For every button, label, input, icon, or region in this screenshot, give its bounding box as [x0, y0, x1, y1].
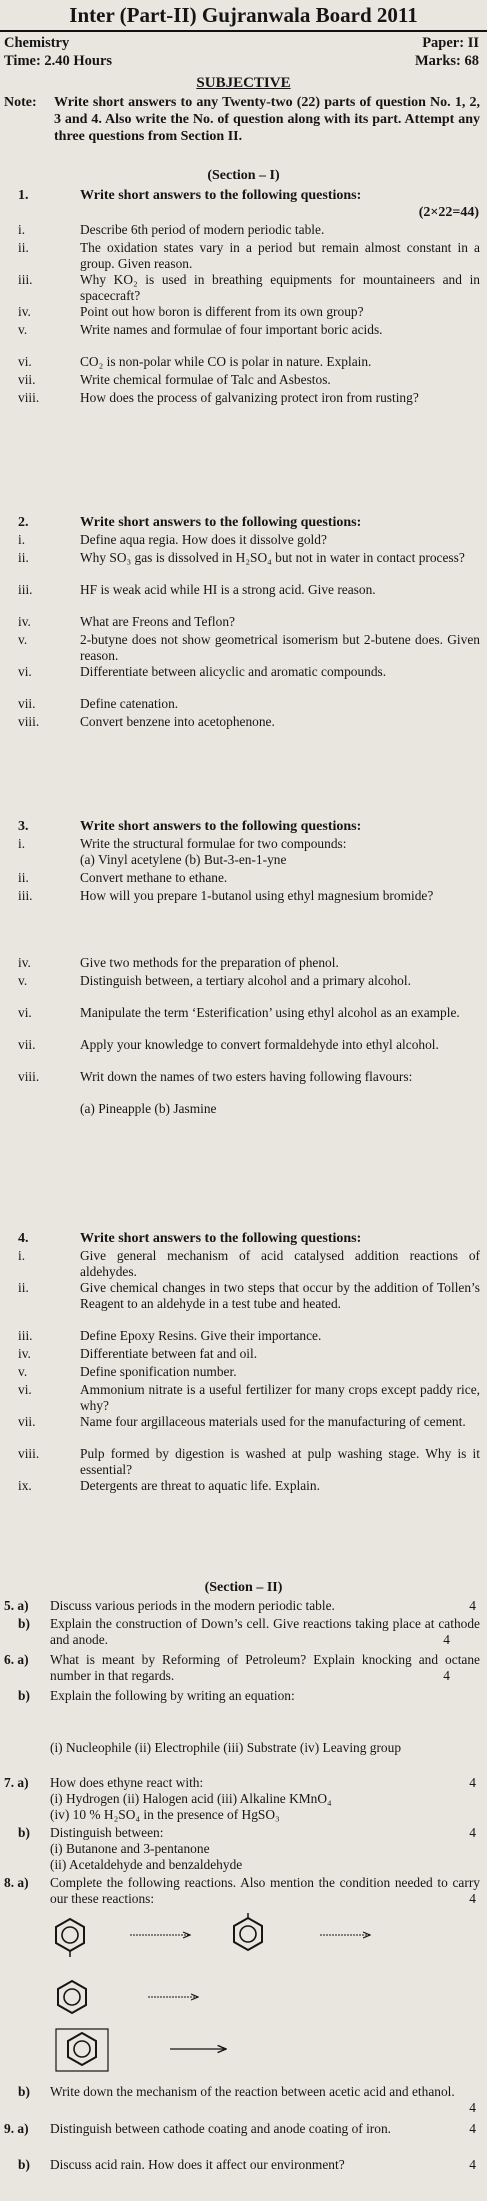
item-number: vi.: [18, 664, 32, 679]
question-item: [18, 372, 480, 388]
subject-label: Chemistry: [4, 35, 70, 51]
question-marks: 4: [469, 2100, 476, 2115]
question-item: [18, 973, 480, 989]
item-number: iv.: [18, 1346, 31, 1361]
paper-label: Paper: II: [422, 35, 479, 51]
item-text: Define catenation.: [80, 696, 179, 711]
question-label: b): [18, 1616, 30, 1631]
question-item: [18, 632, 480, 664]
benzene-ring-1: [56, 1919, 84, 1957]
question-item: [18, 696, 480, 712]
reaction-diagrams: [30, 1905, 460, 2075]
item-text: Give general mechanism of acid catalysed addition reactions of aldehydes.: [80, 1248, 480, 1279]
item-text: The oxidation states vary in a period but remain almost constant in a group. Given reason.: [80, 240, 480, 271]
question-item: [18, 1346, 480, 1362]
item-text: Differentiate between alicyclic and aromatic compounds.: [80, 664, 387, 679]
item-number: viii.: [18, 714, 40, 729]
question-marks: 4: [443, 1668, 450, 1683]
item-number: vii.: [18, 696, 36, 711]
item-number: v.: [18, 973, 28, 988]
question-item: [18, 1069, 480, 1085]
question-7b: [4, 1825, 480, 1841]
question-item: [18, 272, 480, 304]
question-item: [18, 1328, 480, 1344]
item-text: Writ down the names of two esters having following flavours:: [80, 1069, 413, 1084]
time-label: Time: 2.40 Hours: [4, 53, 113, 69]
item-number: ii.: [18, 550, 29, 565]
question-heading-text: Write short answers to the following questions:: [80, 515, 362, 530]
item-text: Why SO₃ gas is dissolved in H₂SO₄ but not in water in contact process?: [80, 550, 465, 565]
question-7a-list-1: [50, 1791, 480, 1807]
item-number: iii.: [18, 272, 33, 287]
item-number: v.: [18, 322, 28, 337]
question-item: [18, 550, 480, 566]
item-text: Distinguish between, a tertiary alcohol and a primary alcohol.: [80, 973, 411, 988]
question-7a: [4, 1775, 480, 1791]
question-label: 7. a): [4, 1775, 29, 1790]
question-2-heading: [18, 514, 480, 531]
item-number: vi.: [18, 1382, 32, 1397]
question-number: 4.: [18, 1231, 29, 1246]
item-text: HF is weak acid while HI is a strong acid. Give reason.: [80, 582, 376, 597]
item-text: Why KO₂ is used in breathing equipments for mountaineers and in spacecraft?: [80, 272, 480, 303]
question-item: [18, 240, 480, 272]
question-7a-list-2: [50, 1807, 480, 1823]
question-marks: 4: [469, 1775, 476, 1790]
question-text: Explain the following by writing an equation:: [50, 1688, 295, 1703]
question-number: 3.: [18, 819, 29, 834]
item-text: Differentiate between fat and oil.: [80, 1346, 258, 1361]
item-number: viii.: [18, 390, 40, 405]
question-heading-text: Write short answers to the following questions:: [80, 819, 362, 834]
question-marks: 4: [469, 1825, 476, 1840]
question-marks: 4: [469, 1891, 476, 1906]
subjective-heading: SUBJECTIVE: [196, 75, 291, 91]
item-number: vi.: [18, 354, 32, 369]
item-text: Define Epoxy Resins. Give their importance.: [80, 1328, 322, 1343]
question-heading-text: Write short answers to the following questions:: [80, 1231, 362, 1246]
item-text: What are Freons and Teflon?: [80, 614, 235, 629]
question-item: [18, 1446, 480, 1478]
question-item: [18, 836, 480, 852]
question-6b-list: [50, 1740, 480, 1756]
question-item: [18, 1478, 480, 1494]
item-number: vii.: [18, 372, 36, 387]
item-number: v.: [18, 1364, 28, 1379]
question-7b-list-2: [50, 1857, 480, 1873]
question-heading-text: Write short answers to the following questions:: [80, 188, 362, 203]
item-text: (a) Pineapple (b) Jasmine: [80, 1101, 217, 1116]
question-item: [18, 852, 480, 868]
item-number: v.: [18, 632, 28, 647]
question-8b: [4, 2084, 480, 2115]
list-text: (i) Hydrogen (ii) Halogen acid (iii) Alkaline KMnO₄: [50, 1791, 332, 1806]
question-item: [18, 664, 480, 680]
item-number: i.: [18, 1248, 26, 1263]
question-item: [18, 1414, 480, 1430]
item-text: CO₂ is non-polar while CO is polar in nature. Explain.: [80, 354, 372, 369]
item-number: vii.: [18, 1414, 36, 1429]
item-text: Name four argillaceous materials used for the manufacturing of cement.: [80, 1414, 466, 1429]
question-6a: [4, 1652, 480, 1684]
section-1-title: (Section – I): [207, 168, 280, 183]
question-item: [18, 1280, 480, 1312]
question-1-heading: [18, 187, 480, 204]
question-marks: 4: [469, 1598, 476, 1613]
question-marks: 4: [443, 1632, 450, 1647]
question-7b-list-1: [50, 1841, 480, 1857]
list-text: (iv) 10 % H₂SO₄ in the presence of HgSO₃: [50, 1807, 280, 1822]
item-number: iii.: [18, 582, 33, 597]
item-text: Define sponification number.: [80, 1364, 237, 1379]
item-text: Point out how boron is different from its own group?: [80, 304, 364, 319]
marks-label: Marks: 68: [414, 53, 479, 69]
item-number: viii.: [18, 1069, 40, 1084]
item-text: Write the structural formulae for two compounds:: [80, 836, 347, 851]
item-text: Apply your knowledge to convert formaldehyde into ethyl alcohol.: [80, 1037, 439, 1052]
list-text: (ii) Acetaldehyde and benzaldehyde: [50, 1857, 243, 1872]
question-text: Distinguish between:: [50, 1825, 164, 1840]
item-number: ii.: [18, 870, 29, 885]
item-text: (a) Vinyl acetylene (b) But-3-en-1-yne: [80, 852, 287, 867]
item-text: Define aqua regia. How does it dissolve gold?: [80, 532, 327, 547]
section-2-title: (Section – II): [204, 1580, 283, 1595]
item-text: Write chemical formulae of Talc and Asbestos.: [80, 372, 331, 387]
question-text: What is meant by Reforming of Petroleum? Explain knocking and octane number in that regards.: [50, 1652, 480, 1683]
question-text: How does ethyne react with:: [50, 1775, 204, 1790]
question-text: Discuss acid rain. How does it affect our environment?: [50, 2157, 345, 2172]
note-text: Write short answers to any Twenty-two (22) parts of question No. 1, 2, 3 and 4. Also write the No. of question along with its part. Attempt any three questions from Section II.: [54, 95, 480, 144]
item-number: iii.: [18, 888, 33, 903]
question-item: [18, 888, 480, 904]
item-text: How does the process of galvanizing protect iron from rusting?: [80, 390, 419, 405]
item-number: i.: [18, 836, 26, 851]
item-number: vi.: [18, 1005, 32, 1020]
item-number: iv.: [18, 955, 31, 970]
question-item: [18, 1037, 480, 1053]
item-text: Give chemical changes in two steps that occur by the addition of Tollen’s Reagent to an aldehyde in a test tube and heated.: [80, 1280, 480, 1311]
question-text: Complete the following reactions. Also mention the condition needed to carry our these reactions:: [50, 1875, 480, 1906]
question-label: b): [18, 1688, 30, 1703]
question-9a: [4, 2121, 480, 2137]
question-number: 2.: [18, 515, 29, 530]
item-number: i.: [18, 222, 26, 237]
item-text: Detergents are threat to aquatic life. Explain.: [80, 1478, 320, 1493]
question-item: [18, 955, 480, 971]
item-number: i.: [18, 532, 26, 547]
question-label: 5. a): [4, 1598, 29, 1613]
question-5b: [4, 1616, 480, 1648]
question-text: Distinguish between cathode coating and anode coating of iron.: [50, 2121, 391, 2136]
item-number: ii.: [18, 240, 29, 255]
question-item: [18, 714, 480, 730]
item-text: Manipulate the term ‘Esterification’ using ethyl alcohol as an example.: [80, 1005, 460, 1020]
question-item: [18, 614, 480, 630]
question-item: [18, 304, 480, 320]
question-3-heading: [18, 818, 480, 835]
question-item: [18, 354, 480, 370]
item-number: vii.: [18, 1037, 36, 1052]
question-5a: [4, 1598, 480, 1614]
question-label: b): [18, 2157, 30, 2172]
question-marks: 4: [469, 2157, 476, 2172]
question-item: [18, 390, 480, 406]
benzene-ring-2: [234, 1913, 262, 1950]
benzene-ring-4: [56, 2029, 108, 2071]
question-label: 8. a): [4, 1875, 29, 1890]
instructions-note: [4, 94, 480, 145]
benzene-ring-3: [58, 1981, 86, 2013]
question-text: Discuss various periods in the modern periodic table.: [50, 1598, 335, 1613]
item-text: 2-butyne does not show geometrical isomerism but 2-butene does. Given reason.: [80, 632, 480, 663]
item-text: Convert methane to ethane.: [80, 870, 228, 885]
question-item: [18, 1005, 480, 1021]
item-number: iv.: [18, 304, 31, 319]
item-text: Write names and formulae of four important boric acids.: [80, 322, 383, 337]
question-item: [18, 1248, 480, 1280]
item-number: viii.: [18, 1446, 40, 1461]
question-item: [18, 222, 480, 238]
question-item: [18, 322, 480, 338]
question-item: [18, 1364, 480, 1380]
title-rule: [0, 30, 487, 32]
list-text: (i) Butanone and 3-pentanone: [50, 1841, 210, 1856]
question-item: [18, 532, 480, 548]
question-8a: [4, 1875, 480, 1907]
question-number: 1.: [18, 188, 29, 203]
list-text: (i) Nucleophile (ii) Electrophile (iii) Substrate (iv) Leaving group: [50, 1740, 402, 1755]
item-number: ii.: [18, 1280, 29, 1295]
item-text: Ammonium nitrate is a useful fertilizer for many crops except paddy rice, why?: [80, 1382, 480, 1413]
question-1-marks: (2×22=44): [418, 205, 479, 220]
question-item: [18, 1101, 480, 1117]
question-4-heading: [18, 1230, 480, 1247]
item-text: Convert benzene into acetophenone.: [80, 714, 275, 729]
question-label: b): [18, 2084, 30, 2099]
note-label: Note:: [4, 95, 37, 110]
question-text: Explain the construction of Down’s cell. Give reactions taking place at cathode and anode.: [50, 1616, 480, 1647]
question-item: [18, 582, 480, 598]
item-text: Pulp formed by digestion is washed at pulp washing stage. Why is it essential?: [80, 1446, 480, 1477]
question-marks: 4: [469, 2121, 476, 2136]
item-text: Give two methods for the preparation of phenol.: [80, 955, 339, 970]
question-item: [18, 870, 480, 886]
question-item: [18, 1382, 480, 1414]
paper-title: Inter (Part-II) Gujranwala Board 2011: [69, 3, 418, 27]
question-text: Write down the mechanism of the reaction between acetic acid and ethanol.: [50, 2084, 455, 2099]
item-text: How will you prepare 1-butanol using ethyl magnesium bromide?: [80, 888, 434, 903]
item-text: Describe 6th period of modern periodic table.: [80, 222, 325, 237]
question-label: b): [18, 1825, 30, 1840]
question-label: 6. a): [4, 1652, 29, 1667]
item-number: iv.: [18, 614, 31, 629]
item-number: iii.: [18, 1328, 33, 1343]
question-6b: [4, 1688, 480, 1704]
question-label: 9. a): [4, 2121, 29, 2136]
item-number: ix.: [18, 1478, 32, 1493]
question-9b: [4, 2157, 480, 2173]
